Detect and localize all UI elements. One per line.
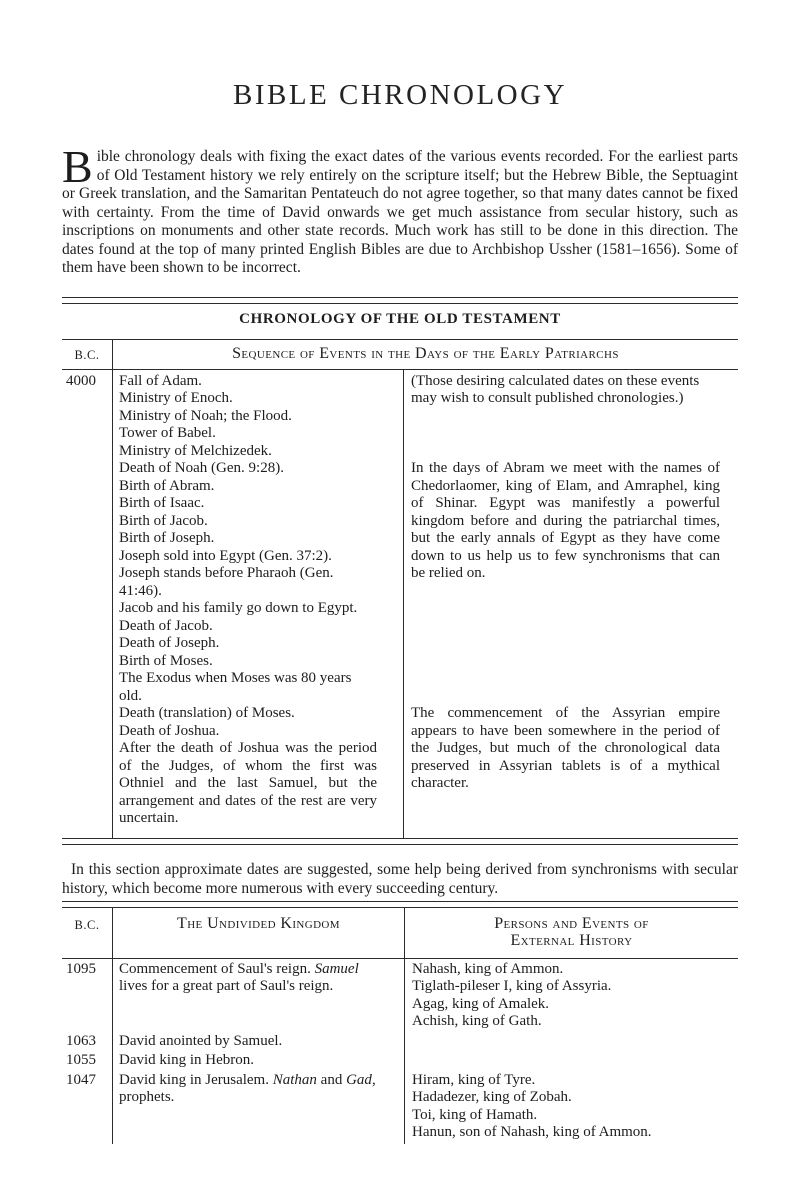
bc-value: 4000 — [66, 372, 96, 389]
kingdom-text-run-italic: Samuel — [314, 960, 359, 977]
external-cell — [404, 1050, 738, 1070]
kingdom-text-run: David king in Hebron. — [119, 1052, 254, 1068]
event-item: After the death of Joshua was the period of the Judges, of whom the first was Othniel and the last Samuel, but the arrangement and dates of the rest are very uncertain. — [119, 740, 377, 826]
event-item: Tower of Babel. — [119, 425, 216, 441]
event-item: The Exodus when Moses was 80 years old. — [119, 670, 352, 704]
notes-cell — [403, 370, 738, 838]
section-note: In this section approximate dates are suggested, some help being derived from synchronisms with secular history, which become more numerous with every succeeding century. — [62, 860, 738, 897]
external-event: Hanun, son of Nahash, king of Ammon. — [412, 1124, 652, 1140]
external-cell — [404, 1031, 738, 1051]
table1-body-row — [62, 370, 738, 839]
event-item: Death of Noah (Gen. 9:28). — [119, 460, 284, 476]
bc-value: 1063 — [66, 1032, 96, 1049]
kingdom-text-run: David king in Jerusalem. — [119, 1071, 273, 1088]
event-item: Birth of Isaac. — [119, 495, 205, 511]
table1-top-double-rule — [62, 297, 738, 304]
drop-cap: B — [62, 141, 93, 192]
event-item: Death of Joshua. — [119, 722, 220, 739]
external-event: Achish, king of Gath. — [412, 1013, 542, 1029]
external-event: Agag, king of Amalek. — [412, 995, 550, 1012]
table1-col-header-bc: B.C. — [74, 347, 100, 362]
note-paragraph: (Those desiring calculated dates on these events may wish to consult published chronologies.) — [411, 372, 700, 406]
event-item: Birth of Abram. — [119, 477, 215, 494]
intro-text: ible chronology deals with fixing the exact dates of the various events recorded. For the earliest parts of Old Testament history we rely entirely on the scripture itself; but the Hebrew Bible, the Septuagint or Greek translation, and the Samaritan Pentateuch do not agree together, so that many dates cannot be fixed with certainty. From the time of David onwards we get much assistance from secular history, such as inscriptions on monuments and other state records. Much work has still to be done in this direction. The dates found at the top of many printed English Bibles are due to Archbishop Ussher (1581–1656). Some of them have been shown to be incorrect. — [62, 148, 738, 276]
kingdom-cell — [112, 1070, 404, 1144]
external-cell — [404, 959, 738, 1031]
table-row-1055 — [62, 1050, 738, 1070]
note-paragraph: The commencement of the Assyrian empire appears to have been somewhere in the period of the Judges, but much of the chronological data preserved in Assyrian tablets is of a mythical character. — [411, 705, 720, 791]
kingdom-cell — [112, 1050, 404, 1070]
event-item: Ministry of Enoch. — [119, 390, 233, 406]
kingdom-text-run: Commencement of Saul's reign. — [119, 960, 315, 977]
table2-body — [62, 959, 738, 1144]
bc-value: 1095 — [66, 960, 96, 977]
event-item: Ministry of Melchizedek. — [119, 442, 272, 459]
external-event: Toi, king of Hamath. — [412, 1106, 538, 1123]
kingdom-text-run: and — [316, 1071, 347, 1088]
table1-closing-rule — [62, 844, 738, 845]
event-item: Joseph sold into Egypt (Gen. 37:2). — [119, 547, 332, 564]
external-cell — [404, 1070, 738, 1144]
table2-col-header-bc: B.C. — [74, 917, 100, 932]
table1-header-row — [62, 339, 738, 370]
table2-col-header-external — [404, 908, 738, 958]
kingdom-text-run-italic: Gad — [346, 1071, 372, 1088]
table2-col-header-kingdom: The Undivided Kingdom — [112, 908, 404, 958]
kingdom-text-run: , prophets. — [119, 1071, 376, 1105]
table2-col-header-external-line2: External History — [510, 931, 633, 949]
event-item: Birth of Joseph. — [119, 530, 215, 546]
table1-caption: CHRONOLOGY OF THE OLD TESTAMENT — [239, 310, 561, 327]
event-item: Jacob and his family go down to Egypt. — [119, 600, 358, 616]
kingdom-cell — [112, 959, 404, 1031]
external-event: Tiglath-pileser I, king of Assyria. — [412, 978, 612, 994]
kingdom-text-run-italic: Nathan — [272, 1071, 317, 1088]
table-row-1063 — [62, 1031, 738, 1051]
kingdom-text-run: David anointed by Samuel. — [119, 1032, 283, 1049]
table2-top-double-rule — [62, 901, 738, 908]
table2-header-row — [62, 908, 738, 959]
event-item: Birth of Jacob. — [119, 512, 208, 529]
events-cell — [112, 370, 403, 838]
event-item: Joseph stands before Pharaoh (Gen. 41:46). — [119, 565, 334, 599]
external-event: Hiram, king of Tyre. — [412, 1071, 536, 1088]
event-item: Death of Joseph. — [119, 635, 220, 651]
external-event: Nahash, king of Ammon. — [412, 960, 564, 977]
event-item: Death of Jacob. — [119, 617, 213, 634]
table2-col-header-external-line1: Persons and Events of — [494, 914, 649, 932]
table-row-1047 — [62, 1070, 738, 1144]
event-item: Death (translation) of Moses. — [119, 705, 295, 721]
external-event: Hadadezer, king of Zobah. — [412, 1089, 572, 1105]
event-item: Ministry of Noah; the Flood. — [119, 407, 292, 424]
bc-value: 1055 — [66, 1052, 96, 1068]
event-item: Birth of Moses. — [119, 652, 213, 669]
note-paragraph: In the days of Abram we meet with the names of Chedorlaomer, king of Elam, and Amraphel, king of Shinar. Egypt was manifestly a powerful kingdom before and during the patriarchal times, but the early annals of Egypt as they have come down to us help us to few synchronisms that can be relied on. — [411, 460, 720, 581]
event-item: Fall of Adam. — [119, 372, 202, 389]
table-row-1095 — [62, 959, 738, 1031]
bc-value: 1047 — [66, 1071, 96, 1088]
page-title: BIBLE CHRONOLOGY — [232, 79, 568, 111]
intro-paragraph — [62, 141, 738, 278]
table1-col-header-events: Sequence of Events in the Days of the Early Patriarchs — [112, 340, 738, 369]
kingdom-text-run: lives for a great part of Saul's reign. — [119, 978, 334, 994]
kingdom-cell — [112, 1031, 404, 1051]
